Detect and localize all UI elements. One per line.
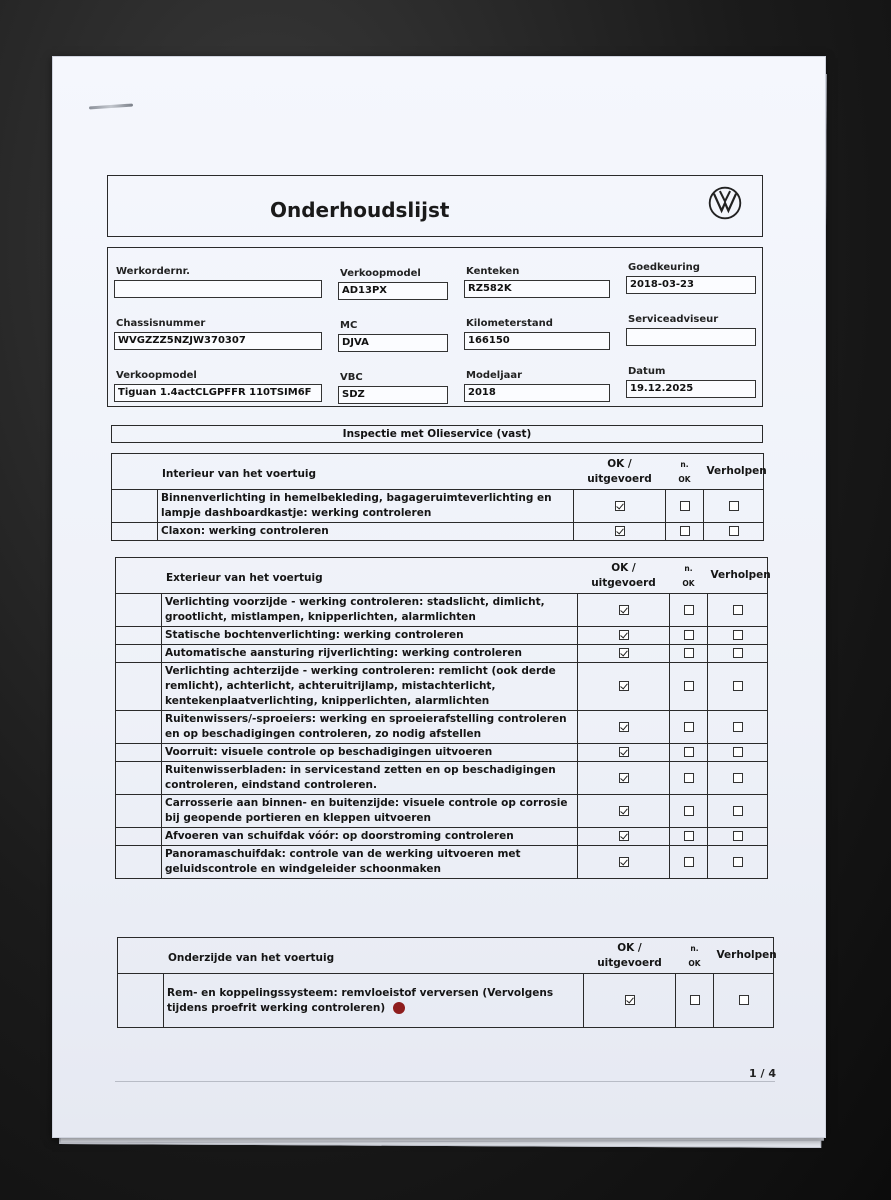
nok-top: n. <box>680 459 689 469</box>
checklist-item-text: Ruitenwissers/-sproeiers: werking en sproeierafstelling controleren en op beschadigingen controleren, zo nodig afstellen <box>162 711 578 744</box>
checklist-row <box>116 846 768 879</box>
checklist-item-text: Rem- en koppelingssysteem: remvloeistof verversen (Vervolgens tijdens proefrit werking controleren) <box>167 986 554 1014</box>
ok-checkbox[interactable] <box>619 747 629 757</box>
checklist-item-text: Carrosserie aan binnen- en buitenzijde: visuele controle op corrosie bij geopende portieren en kleppen uitvoeren <box>162 795 578 828</box>
checklist-row <box>116 594 768 627</box>
fixed-checkbox[interactable] <box>729 501 739 511</box>
fixed-cell[interactable] <box>708 627 768 645</box>
row-spacer <box>116 627 162 645</box>
werkordernr-field <box>114 280 322 298</box>
staple <box>89 103 133 109</box>
page-number: 1 / 4 <box>749 1067 776 1080</box>
fixed-cell[interactable] <box>708 711 768 744</box>
exterieur-section-title: Exterieur van het voertuig <box>116 558 578 594</box>
ok-cell[interactable] <box>578 762 670 795</box>
red-marker-dot <box>393 1002 405 1014</box>
document-page <box>52 56 826 1138</box>
ok-checkbox[interactable] <box>619 605 629 615</box>
row-spacer <box>116 594 162 627</box>
row-spacer <box>112 490 158 523</box>
nok-bottom: OK <box>688 958 701 968</box>
onderzijde-section-title: Onderzijde van het voertuig <box>118 938 584 974</box>
ok-cell[interactable] <box>578 744 670 762</box>
nok-column-header <box>676 938 714 974</box>
fixed-checkbox[interactable] <box>739 995 749 1005</box>
verkoopmodel-naam-label: Verkoopmodel <box>116 370 197 381</box>
ok-cell[interactable] <box>578 594 670 627</box>
nok-cell[interactable] <box>676 974 714 1028</box>
ok-cell[interactable] <box>578 795 670 828</box>
ok-checkbox[interactable] <box>625 995 635 1005</box>
nok-column-header <box>670 558 708 594</box>
ok-column-header: OK / uitgevoerd <box>578 558 670 594</box>
nok-bottom: OK <box>678 474 691 484</box>
checklist-row <box>118 974 774 1028</box>
fixed-cell[interactable] <box>714 974 774 1028</box>
kenteken-field: RZ582K <box>464 280 610 298</box>
fixed-checkbox[interactable] <box>733 857 743 867</box>
nok-checkbox[interactable] <box>680 501 690 511</box>
nok-checkbox[interactable] <box>684 648 694 658</box>
nok-cell[interactable] <box>670 828 708 846</box>
ok-checkbox[interactable] <box>619 806 629 816</box>
interieur-section-title: Interieur van het voertuig <box>112 454 574 490</box>
ok-cell[interactable] <box>578 663 670 711</box>
ok-column-header: OK / uitgevoerd <box>574 454 666 490</box>
fixed-checkbox[interactable] <box>729 526 739 536</box>
checklist-row <box>112 523 764 541</box>
ok-checkbox[interactable] <box>619 857 629 867</box>
chassisnummer-field: WVGZZZ5NZJW370307 <box>114 332 322 350</box>
nok-checkbox[interactable] <box>684 831 694 841</box>
goedkeuring-field: 2018-03-23 <box>626 276 756 294</box>
goedkeuring-label: Goedkeuring <box>628 262 700 273</box>
fixed-checkbox[interactable] <box>733 648 743 658</box>
checklist-item-text: Verlichting voorzijde - werking controleren: stadslicht, dimlicht, grootlicht, mistlampen, knipperlichten, alarmlichten <box>162 594 578 627</box>
fixed-cell[interactable] <box>708 663 768 711</box>
interieur-table <box>111 453 767 541</box>
nok-cell[interactable] <box>670 762 708 795</box>
werkordernr-label: Werkordernr. <box>116 266 190 277</box>
row-spacer <box>116 846 162 879</box>
fixed-cell[interactable] <box>708 762 768 795</box>
verkoopmodel-code-field: AD13PX <box>338 282 448 300</box>
row-spacer <box>116 795 162 828</box>
fixed-cell[interactable] <box>708 744 768 762</box>
ok-checkbox[interactable] <box>619 773 629 783</box>
nok-column-header <box>666 454 704 490</box>
nok-bottom: OK <box>682 578 695 588</box>
vbc-field: SDZ <box>338 386 448 404</box>
fixed-checkbox[interactable] <box>733 747 743 757</box>
onderzijde-table <box>117 937 777 1028</box>
ok-checkbox[interactable] <box>619 722 629 732</box>
vehicle-info-box <box>107 247 763 407</box>
checklist-item-text: Statische bochtenverlichting: werking controleren <box>162 627 578 645</box>
nok-cell[interactable] <box>666 523 704 541</box>
ok-checkbox[interactable] <box>619 831 629 841</box>
checklist-row <box>116 828 768 846</box>
row-spacer <box>116 645 162 663</box>
ok-cell[interactable] <box>574 523 666 541</box>
nok-top: n. <box>690 943 699 953</box>
ok-cell[interactable] <box>584 974 676 1028</box>
row-spacer <box>116 744 162 762</box>
ok-checkbox[interactable] <box>615 501 625 511</box>
fixed-checkbox[interactable] <box>733 806 743 816</box>
checklist-item-cell <box>164 974 584 1028</box>
nok-cell[interactable] <box>666 490 704 523</box>
ok-checkbox[interactable] <box>619 648 629 658</box>
inspection-title: Inspectie met Olieservice (vast) <box>111 425 763 443</box>
kilometerstand-field: 166150 <box>464 332 610 350</box>
title-box <box>107 175 763 237</box>
ok-cell[interactable] <box>578 846 670 879</box>
kenteken-label: Kenteken <box>466 266 520 277</box>
mc-label: MC <box>340 320 358 331</box>
fixed-cell[interactable] <box>704 490 764 523</box>
vw-logo-icon <box>708 186 742 220</box>
ok-cell[interactable] <box>578 627 670 645</box>
ok-checkbox[interactable] <box>615 526 625 536</box>
checklist-row <box>116 627 768 645</box>
fixed-checkbox[interactable] <box>733 831 743 841</box>
ok-cell[interactable] <box>578 828 670 846</box>
ok-column-header: OK / uitgevoerd <box>584 938 676 974</box>
nok-cell[interactable] <box>670 711 708 744</box>
fixed-checkbox[interactable] <box>733 681 743 691</box>
fixed-cell[interactable] <box>704 523 764 541</box>
serviceadviseur-label: Serviceadviseur <box>628 314 719 325</box>
checklist-item-text: Claxon: werking controleren <box>158 523 574 541</box>
checklist-row <box>116 795 768 828</box>
fixed-cell[interactable] <box>708 795 768 828</box>
datum-field: 19.12.2025 <box>626 380 756 398</box>
checklist-item-text: Binnenverlichting in hemelbekleding, bagageruimteverlichting en lampje dashboardkastje: werking controleren <box>158 490 574 523</box>
row-spacer <box>118 974 164 1028</box>
ok-checkbox[interactable] <box>619 630 629 640</box>
nok-cell[interactable] <box>670 663 708 711</box>
page-title: Onderhoudslijst <box>270 198 450 222</box>
nok-checkbox[interactable] <box>684 773 694 783</box>
checklist-item-text: Automatische aansturing rijverlichting: werking controleren <box>162 645 578 663</box>
checklist-row <box>116 645 768 663</box>
nok-cell[interactable] <box>670 744 708 762</box>
checklist-item-text: Ruitenwisserbladen: in servicestand zetten en op beschadigingen controleren, eindstand controleren. <box>162 762 578 795</box>
nok-cell[interactable] <box>670 645 708 663</box>
row-spacer <box>112 523 158 541</box>
checklist-item-text: Afvoeren van schuifdak vóór: op doorstroming controleren <box>162 828 578 846</box>
nok-cell[interactable] <box>670 627 708 645</box>
nok-cell[interactable] <box>670 846 708 879</box>
fixed-cell[interactable] <box>708 594 768 627</box>
nok-cell[interactable] <box>670 795 708 828</box>
kilometerstand-label: Kilometerstand <box>466 318 553 329</box>
datum-label: Datum <box>628 366 666 377</box>
footer-divider <box>115 1081 775 1082</box>
nok-checkbox[interactable] <box>684 806 694 816</box>
mc-field: DJVA <box>338 334 448 352</box>
row-spacer <box>116 762 162 795</box>
fixed-checkbox[interactable] <box>733 630 743 640</box>
nok-top: n. <box>684 563 693 573</box>
verkoopmodel-code-label: Verkoopmodel <box>340 268 421 279</box>
ok-checkbox[interactable] <box>619 681 629 691</box>
checklist-row <box>116 762 768 795</box>
ok-cell[interactable] <box>578 711 670 744</box>
nok-checkbox[interactable] <box>684 857 694 867</box>
fixed-checkbox[interactable] <box>733 605 743 615</box>
fixed-column-header: Verholpen <box>708 558 768 594</box>
exterieur-table <box>115 557 771 879</box>
fixed-column-header: Verholpen <box>704 454 764 490</box>
fixed-cell[interactable] <box>708 645 768 663</box>
nok-checkbox[interactable] <box>684 747 694 757</box>
chassisnummer-label: Chassisnummer <box>116 318 206 329</box>
checklist-row <box>116 663 768 711</box>
ok-cell[interactable] <box>574 490 666 523</box>
nok-checkbox[interactable] <box>684 605 694 615</box>
checklist-row <box>116 711 768 744</box>
serviceadviseur-field <box>626 328 756 346</box>
verkoopmodel-naam-field: Tiguan 1.4actCLGPFFR 110TSIM6F <box>114 384 322 402</box>
modeljaar-label: Modeljaar <box>466 370 523 381</box>
checklist-row <box>112 490 764 523</box>
nok-cell[interactable] <box>670 594 708 627</box>
modeljaar-field: 2018 <box>464 384 610 402</box>
nok-checkbox[interactable] <box>680 526 690 536</box>
vbc-label: VBC <box>340 372 363 383</box>
fixed-cell[interactable] <box>708 846 768 879</box>
nok-checkbox[interactable] <box>690 995 700 1005</box>
nok-checkbox[interactable] <box>684 681 694 691</box>
row-spacer <box>116 711 162 744</box>
nok-checkbox[interactable] <box>684 630 694 640</box>
checklist-row <box>116 744 768 762</box>
fixed-checkbox[interactable] <box>733 722 743 732</box>
checklist-item-text: Verlichting achterzijde - werking controleren: remlicht (ook derde remlicht), achterlicht, achteruitrijlamp, mistachterlicht, kentekenplaatverlichting, knipperlichten, alarmlichten <box>162 663 578 711</box>
checklist-item-text: Voorruit: visuele controle op beschadigingen uitvoeren <box>162 744 578 762</box>
row-spacer <box>116 663 162 711</box>
ok-cell[interactable] <box>578 645 670 663</box>
fixed-column-header: Verholpen <box>714 938 774 974</box>
checklist-item-text: Panoramaschuifdak: controle van de werking uitvoeren met geluidscontrole en windgeleider schoonmaken <box>162 846 578 879</box>
fixed-cell[interactable] <box>708 828 768 846</box>
row-spacer <box>116 828 162 846</box>
fixed-checkbox[interactable] <box>733 773 743 783</box>
nok-checkbox[interactable] <box>684 722 694 732</box>
